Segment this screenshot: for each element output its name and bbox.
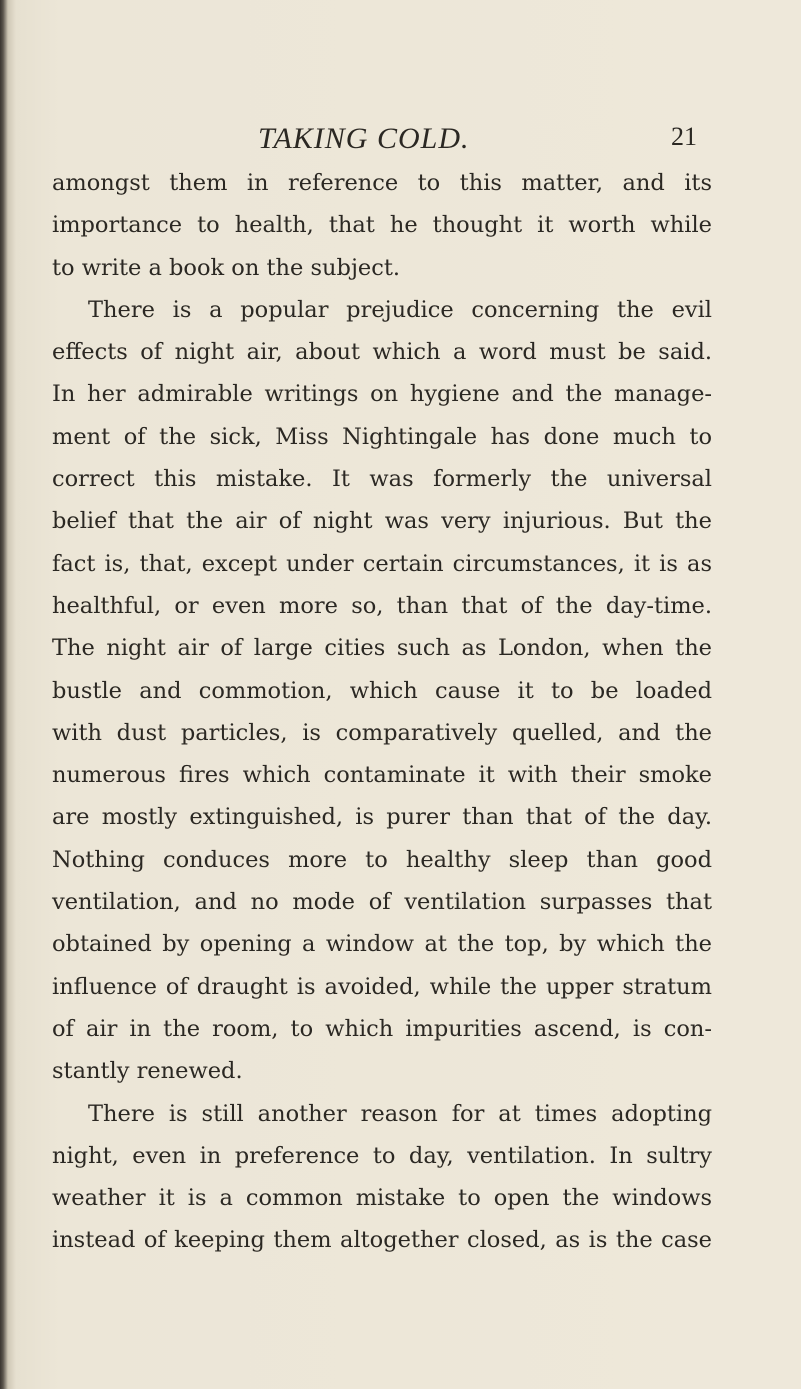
running-title: TAKING COLD. (258, 122, 470, 155)
text-line: are mostly extinguished, is purer than that of the day. (52, 804, 712, 831)
text-line: ventilation, and no mode of ventilation surpasses that (52, 889, 712, 916)
text-line: ment of the sick, Miss Nightingale has done much to (52, 423, 712, 450)
text-line: healthful, or even more so, than that of the day-time. (52, 592, 712, 619)
text-line: There is still another reason for at times adopting (88, 1100, 712, 1127)
text-line: numerous fires which contaminate it with their smoke (52, 762, 712, 789)
text-line: bustle and commotion, which cause it to be loaded (52, 677, 712, 704)
text-line: In her admirable writings on hygiene and the manage- (52, 381, 712, 408)
text-line: weather it is a common mistake to open the windows (52, 1185, 712, 1212)
page-header (0, 122, 801, 162)
text-line: importance to health, that he thought it worth while (52, 212, 712, 239)
text-line: with dust particles, is comparatively quelled, and the (52, 719, 712, 746)
text-line: fact is, that, except under certain circumstances, it is as (52, 550, 712, 577)
text-line: belief that the air of night was very injurious. But the (52, 508, 712, 535)
text-line: to write a book on the subject. (52, 254, 401, 281)
text-line: amongst them in reference to this matter, and its (52, 170, 712, 196)
page-number: 21 (671, 122, 697, 151)
body-text (52, 162, 712, 1262)
text-line: correct this mistake. It was formerly the universal (52, 466, 712, 493)
text-line: Nothing conduces more to healthy sleep than good (52, 846, 712, 873)
text-line: obtained by opening a window at the top, by which the (52, 931, 712, 958)
text-line: instead of keeping them altogether closed, as is the case (52, 1227, 712, 1254)
text-line: effects of night air, about which a word must be said. (52, 339, 712, 366)
text-line: of air in the room, to which impurities ascend, is con- (52, 1015, 712, 1042)
text-line: influence of draught is avoided, while the upper stratum (52, 973, 712, 1000)
text-line: stantly renewed. (52, 1058, 243, 1085)
text-line: The night air of large cities such as London, when the (52, 635, 712, 662)
text-line: night, even in preference to day, ventilation. In sultry (52, 1142, 712, 1169)
text-line: There is a popular prejudice concerning the evil (88, 296, 712, 323)
